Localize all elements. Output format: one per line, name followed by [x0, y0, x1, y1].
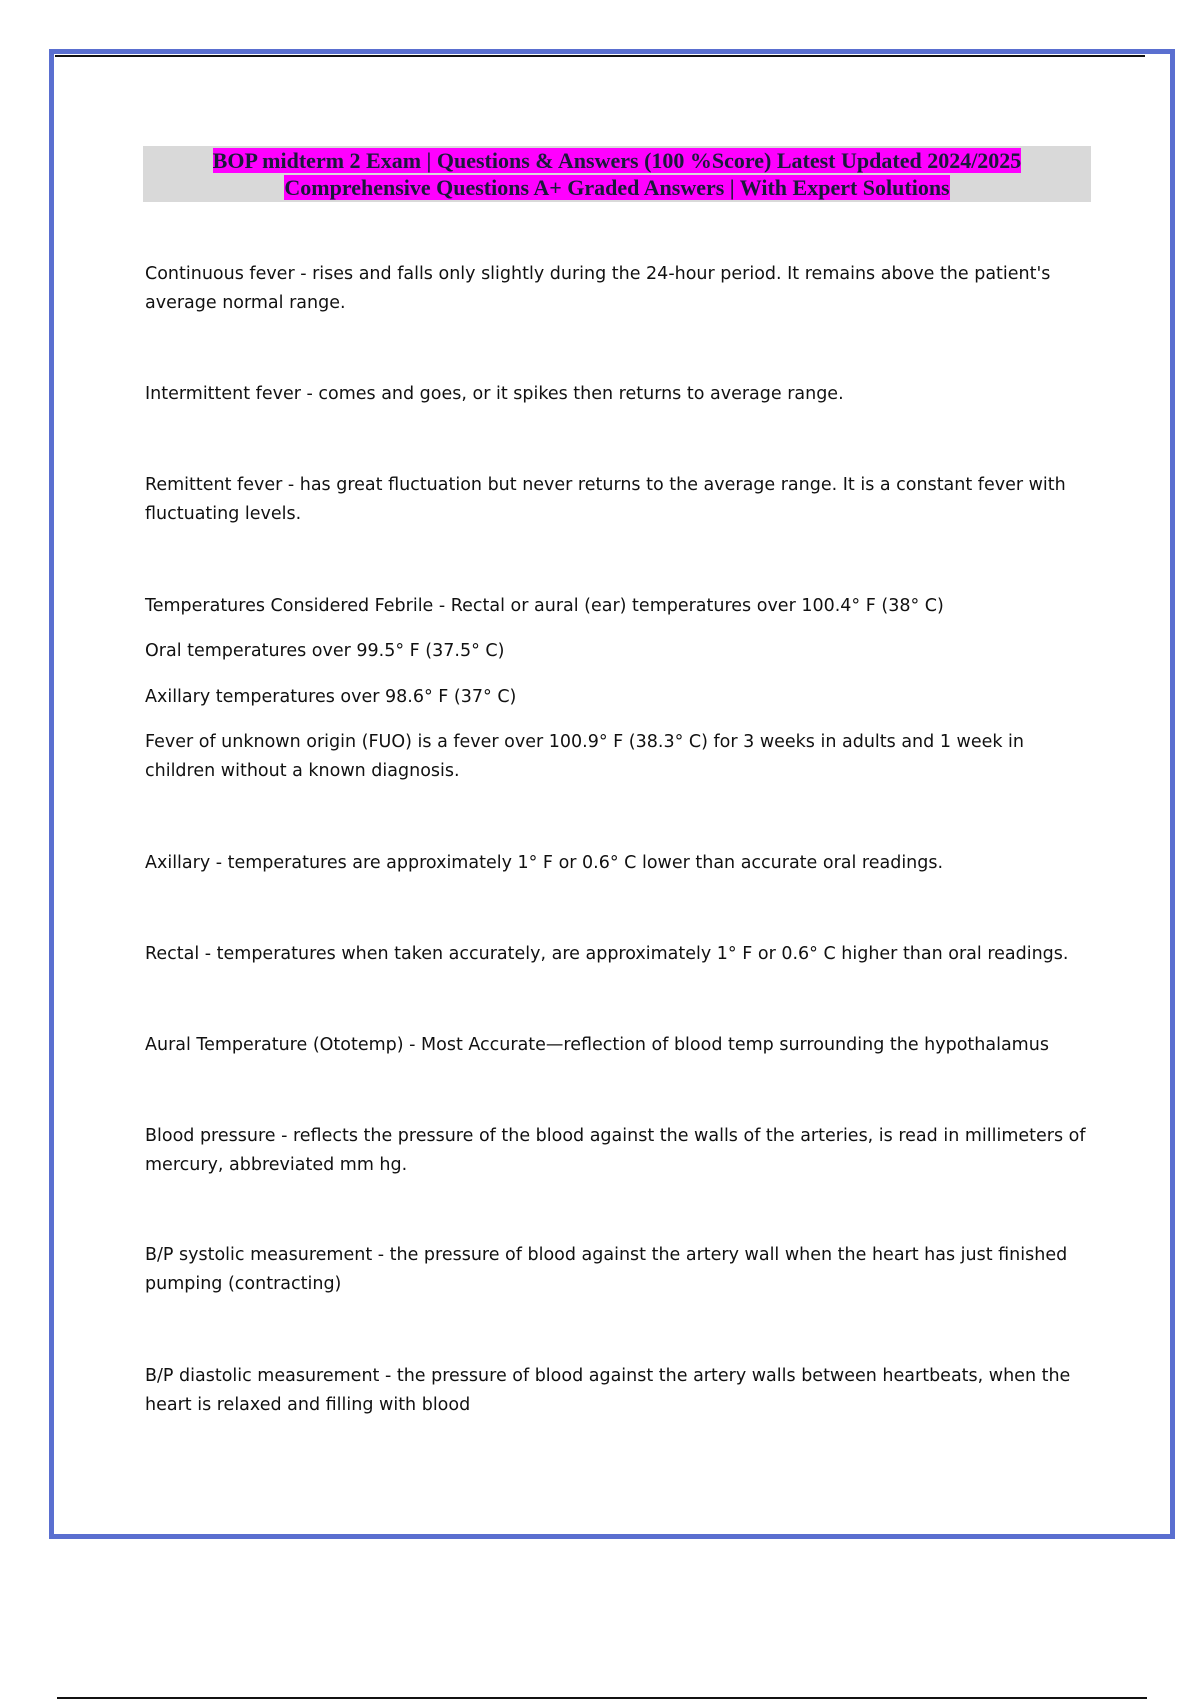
- paragraph-febrile-temperatures: Temperatures Considered Febrile - Rectal or aural (ear) temperatures over 100.4° F (38° C): [145, 596, 944, 616]
- document-title-line-1: BOP midterm 2 Exam | Questions & Answers (100 %Score) Latest Updated 2024/2025: [212, 148, 1022, 173]
- paragraph-rectal-higher: Rectal - temperatures when taken accurately, are approximately 1° F or 0.6° C higher than oral readings.: [145, 944, 1069, 964]
- paragraph-axillary-lower: Axillary - temperatures are approximately 1° F or 0.6° C lower than accurate oral readings.: [145, 853, 944, 873]
- next-page-top-rule: [57, 1697, 1147, 1699]
- paragraph-systolic-measurement: B/P systolic measurement - the pressure of blood against the artery wall when the heart has just finished pumping (contracting): [145, 1245, 1068, 1294]
- paragraph-oral-temperatures: Oral temperatures over 99.5° F (37.5° C): [145, 641, 505, 661]
- paragraph-continuous-fever: Continuous fever - rises and falls only slightly during the 24-hour period. It remains above the patient's average normal range.: [145, 264, 1051, 313]
- paragraph-axillary-temperatures: Axillary temperatures over 98.6° F (37° C): [145, 687, 517, 707]
- document-title-line-2: Comprehensive Questions A+ Graded Answers | With Expert Solutions: [284, 175, 950, 200]
- frame-top-rule: [55, 55, 1145, 57]
- paragraph-intermittent-fever: Intermittent fever - comes and goes, or it spikes then returns to average range.: [145, 384, 844, 404]
- paragraph-diastolic-measurement: B/P diastolic measurement - the pressure of blood against the artery walls between heartbeats, when the heart is relaxed and filling with blood: [145, 1366, 1071, 1415]
- paragraph-fever-unknown-origin: Fever of unknown origin (FUO) is a fever over 100.9° F (38.3° C) for 3 weeks in adults and 1 week in children without a known diagnosis.: [145, 732, 1025, 781]
- paragraph-blood-pressure: Blood pressure - reflects the pressure of the blood against the walls of the arteries, is read in millimeters of mercury, abbreviated mm hg.: [145, 1126, 1086, 1175]
- paragraph-aural-temperature: Aural Temperature (Ototemp) - Most Accurate—reflection of blood temp surrounding the hypothalamus: [145, 1035, 1049, 1055]
- paragraph-remittent-fever: Remittent fever - has great fluctuation but never returns to the average range. It is a constant fever with fluctuating levels.: [145, 475, 1066, 524]
- document-title-block: [143, 146, 1091, 202]
